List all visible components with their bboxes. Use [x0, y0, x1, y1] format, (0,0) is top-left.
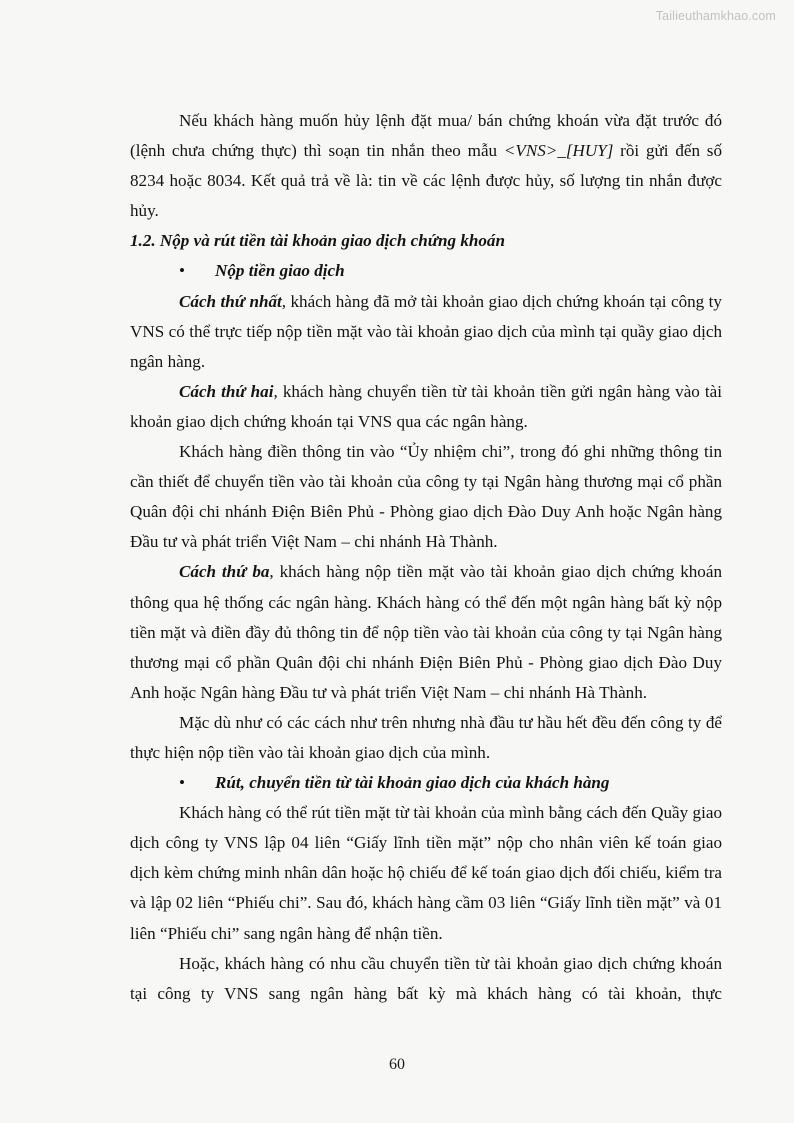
paragraph-payment-order-info: Khách hàng điền thông tin vào “Ủy nhiệm chi”, trong đó ghi những thông tin cần thiết để chuyển tiền vào tài khoản của công ty tại Ngân hàng thương mại cổ phần Quân đội chi nhánh Điện Biên Phủ - Phòng giao dịch Đào Duy Anh hoặc Ngân hàng Đầu tư và phát triển Việt Nam – chi nhánh Hà Thành.: [130, 442, 722, 552]
paragraph-method-one: [130, 287, 722, 377]
paragraph-transfer-to-bank: Hoặc, khách hàng có nhu cầu chuyển tiền từ tài khoản giao dịch chứng khoán tại công ty VNS sang ngân hàng bất kỳ mà khách hàng có tài khoản, thực: [130, 953, 722, 1003]
method-three-text: , khách hàng nộp tiền mặt vào tài khoản giao dịch chứng khoán thông qua hệ thống các ngân hàng. Khách hàng có thể đến một ngân hàng bất kỳ nộp tiền mặt và điền đầy đủ thông tin để nộp tiền vào tài khoản của công ty tại Ngân hàng thương mại cổ phần Quân đội chi nhánh Điện Biên Phủ - Phòng giao dịch Đào Duy Anh hoặc Ngân hàng Đầu tư và phát triển Việt Nam – chi nhánh Hà Thành.: [130, 562, 722, 702]
method-two-text: , khách hàng chuyển tiền từ tài khoản tiền gửi ngân hàng vào tài khoản giao dịch chứng khoán tại VNS qua các ngân hàng.: [130, 381, 722, 431]
paragraph-withdraw-cash: Khách hàng có thể rút tiền mặt từ tài khoản của mình bằng cách đến Quầy giao dịch công ty VNS lập 04 liên “Giấy lĩnh tiền mặt” nộp cho nhân viên kế toán giao dịch kèm chứng minh nhân dân hoặc hộ chiếu để kế toán giao dịch đối chiếu, kiểm tra và lập 02 liên “Phiếu chi”. Sau đó, khách hàng cầm 03 liên “Giấy lĩnh tiền mặt” và 01 liên “Phiếu chi” sang ngân hàng để nhận tiền.: [130, 803, 722, 943]
paragraph-text-part-b: rồi gửi đến số 8234 hoặc 8034. Kết quả trả về là: tin về các lệnh được hủy, số lượng tin nhắn được hủy.: [130, 141, 722, 221]
bullet-item-withdraw-label: Rút, chuyển tiền từ tài khoản giao dịch của khách hàng: [215, 773, 610, 793]
method-one-text: , khách hàng đã mở tài khoản giao dịch chứng khoán tại công ty VNS có thể trực tiếp nộp tiền mặt vào tài khoản giao dịch của mình tại quầy giao dịch ngân hàng.: [130, 291, 722, 371]
bullet-item-deposit-label: Nộp tiền giao dịch: [215, 261, 345, 281]
bullet-item-withdraw: [130, 768, 722, 798]
method-three-lead: Cách thứ ba: [179, 562, 270, 582]
sms-template-code: <VNS>_[HUY]: [503, 141, 614, 161]
method-one-lead: Cách thứ nhất: [179, 291, 282, 311]
bullet-dot-icon: •: [179, 773, 185, 793]
bullet-item-deposit: [130, 256, 722, 286]
page-body: [130, 106, 722, 1039]
site-watermark: Tailieuthamkhao.com: [655, 9, 776, 23]
bullet-dot-icon: •: [179, 261, 185, 281]
paragraph-text-part-a: Nếu khách hàng muốn hủy lệnh đặt mua/ bán chứng khoán vừa đặt trước đó (lệnh chưa chứng thực) thì soạn tin nhắn theo mẫu: [130, 111, 722, 161]
method-two-lead: Cách thứ hai: [179, 381, 274, 401]
paragraph-method-two: [130, 377, 722, 437]
paragraph-cancel-order: [130, 106, 722, 226]
paragraph-investor-preference: Mặc dù như có các cách như trên nhưng nhà đầu tư hầu hết đều đến công ty để thực hiện nộp tiền vào tài khoản giao dịch của mình.: [130, 712, 722, 762]
page-number: 60: [389, 1056, 405, 1073]
paragraph-method-three: [130, 557, 722, 707]
section-heading-1-2: 1.2. Nộp và rút tiền tài khoản giao dịch chứng khoán: [130, 231, 505, 251]
